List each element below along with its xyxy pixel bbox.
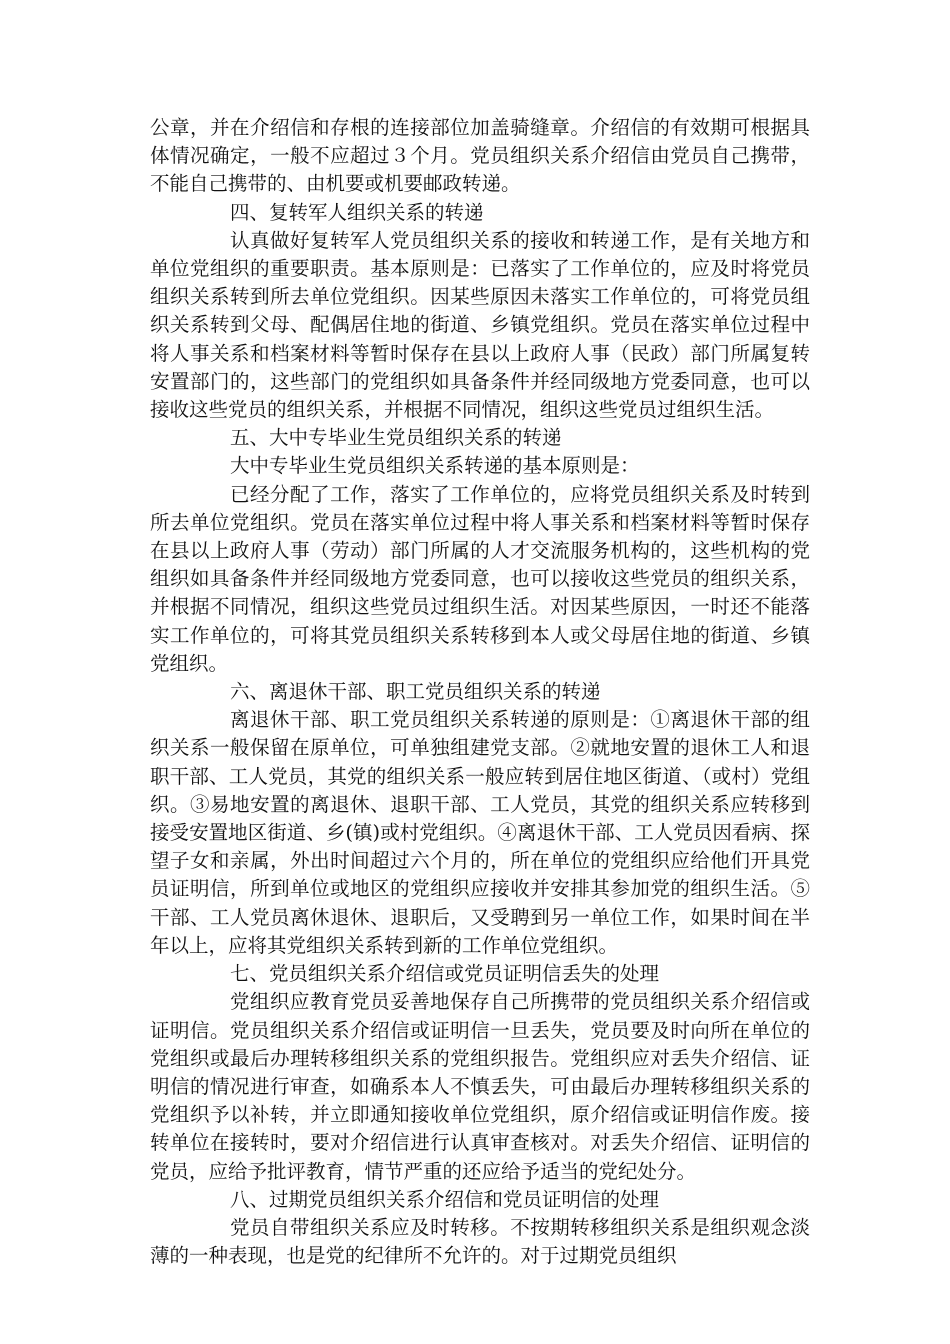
section-heading-5: 五、大中专毕业生党员组织关系的转递 [230, 426, 562, 450]
paragraph-section-7 [150, 988, 810, 1185]
paragraph-text: 大中专毕业生党员组织关系转递的基本原则是： [230, 454, 640, 478]
paragraph-text: 党员自带组织关系应及时转移。不按期转移组织关系是组织观念淡薄的一种表现，也是党的纪律所不允许的。对于过期党员组织 [150, 1215, 810, 1268]
paragraph-section-5 [150, 481, 810, 678]
paragraph-text: 认真做好复转军人党员组织关系的接收和转递工作，是有关地方和单位党组织的重要职责。基本原则是：已落实了工作单位的，应及时将党员组织关系转到所去单位党组织。因某些原因未落实工作单位的，可将党员组织关系转到父母、配偶居住地的街道、乡镇党组织。党员在落实单位过程中将人事关系和档案材料等暂时保存在县以上政府人事（民政）部门所属复转安置部门的，这些部门的党组织如具备条件并经同级地方党委同意，也可以接收这些党员的组织关系，并根据不同情况，组织这些党员过组织生活。 [150, 228, 810, 422]
paragraph-section-8 [150, 1214, 810, 1270]
paragraph-text: 党组织应教育党员妥善地保存自己所携带的党员组织关系介绍信或证明信。党员组织关系介绍信或证明信一旦丢失，党员要及时向所在单位的党组织或最后办理转移组织关系的党组织报告。党组织应对丢失介绍信、证明信的情况进行审查，如确系本人不慎丢失，可由最后办理转移组织关系的党组织予以补转，并立即通知接收单位党组织，原介绍信或证明信作废。接转单位在接转时，要对介绍信进行认真审查核对。对丢失介绍信、证明信的党员，应给予批评教育，情节严重的还应给予适当的党纪处分。 [150, 990, 810, 1183]
section-heading-8: 八、过期党员组织关系介绍信和党员证明信的处理 [230, 1187, 660, 1211]
section-heading-4: 四、复转军人组织关系的转递 [230, 200, 484, 224]
paragraph-section-6 [150, 706, 810, 960]
paragraph-section-5-intro [150, 452, 810, 480]
section-heading-6: 六、离退休干部、职工党员组织关系的转递 [230, 680, 601, 704]
paragraph-section-4 [150, 227, 810, 424]
paragraph-text: 离退休干部、职工党员组织关系转递的原则是：①离退休干部的组织关系一般保留在原单位，可单独组建党支部。②就地安置的退休工人和退职干部、工人党员，其党的组织关系一般应转到居住地区街道、（或村）党组织。③易地安置的离退休、退职干部、工人党员，其党的组织关系应转移到接受安置地区街道、乡(镇)或村党组织。④离退休干部、工人党员因看病、探望子女和亲属，外出时间超过六个月的，所在单位的党组织应给他们开具党员证明信，所到单位或地区的党组织应接收并安排其参加党的组织生活。⑤干部、工人党员离休退休、退职后，又受聘到另一单位工作，如果时间在半年以上，应将其党组织关系转到新的工作单位党组织。 [150, 708, 810, 957]
section-heading-7: 七、党员组织关系介绍信或党员证明信丢失的处理 [230, 962, 660, 986]
paragraph-text: 已经分配了工作，落实了工作单位的，应将党员组织关系及时转到所去单位党组织。党员在落实单位过程中将人事关系和档案材料等暂时保存在县以上政府人事（劳动）部门所属的人才交流服务机构的，这些机构的党组织如具备条件并经同级地方党委同意，也可以接收这些党员的组织关系，并根据不同情况，组织这些党员过组织生活。对因某些原因，一时还不能落实工作单位的，可将其党员组织关系转移到本人或父母居住地的街道、乡镇党组织。 [150, 482, 810, 675]
paragraph-continuation: 公章，并在介绍信和存根的连接部位加盖骑缝章。介绍信的有效期可根据具体情况确定，一般不应超过３个月。党员组织关系介绍信由党员自己携带，不能自己携带的、由机要或机要邮政转递。 [150, 116, 810, 196]
document-page [150, 114, 810, 1270]
